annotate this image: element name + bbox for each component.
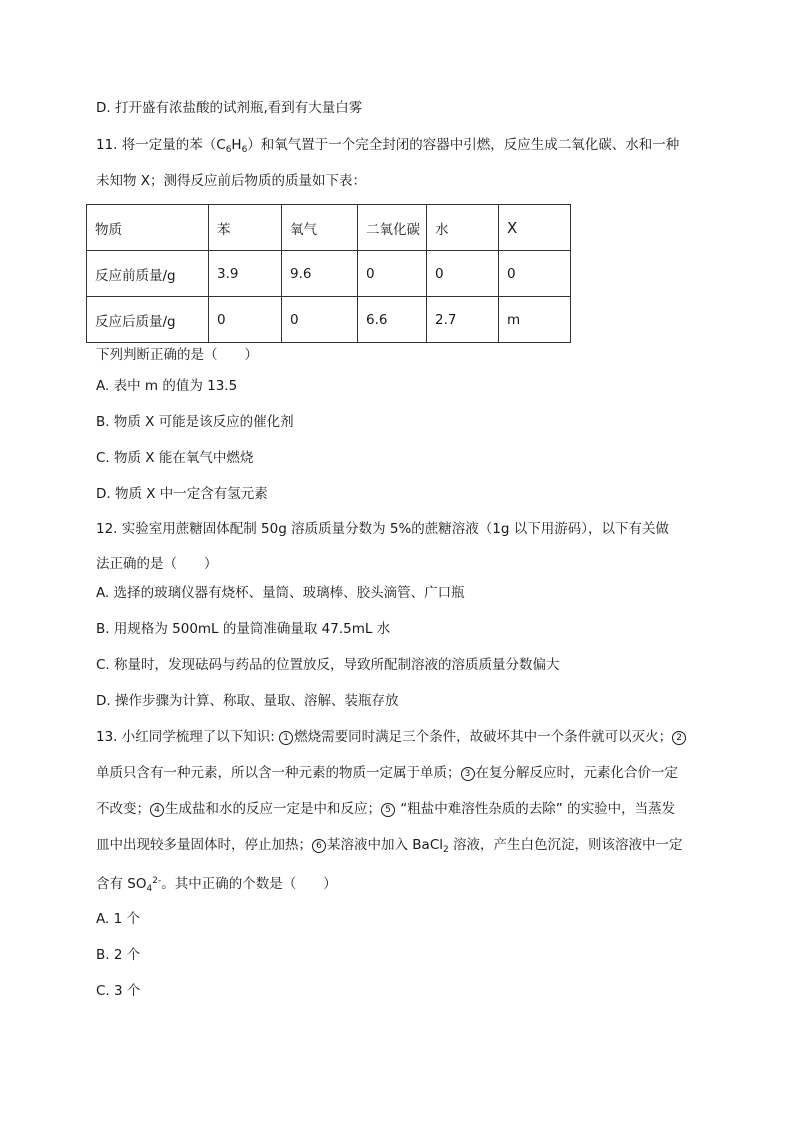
table-cell: 0 (499, 251, 571, 297)
q13-line2 (96, 764, 678, 782)
header-cell: 水 (427, 205, 499, 251)
q13-l5a: 含有 SO (96, 876, 147, 892)
mass-table (86, 204, 571, 343)
circled-number-5: 5 (381, 803, 395, 817)
q13-line4 (96, 836, 683, 859)
table-cell: 反应后质量/g (87, 297, 209, 343)
table-row (87, 251, 571, 297)
header-cell: X (499, 205, 571, 251)
q11-option-c: C. 物质 X 能在氧气中燃烧 (96, 450, 254, 466)
table-cell: 3.9 (209, 251, 282, 297)
header-cell: 物质 (87, 205, 209, 251)
q13-line3 (96, 800, 675, 818)
table-header-row (87, 205, 571, 251)
table-cell: 0 (427, 251, 499, 297)
q13-l4b: 某溶液中加入 BaCl (327, 837, 444, 853)
circled-number-3: 3 (461, 767, 475, 781)
q13-l4a: 皿中出现较多量固体时，停止加热； (96, 837, 312, 853)
q13-l3b: 生成盐和水的反应一定是中和反应； (165, 801, 381, 817)
q13-l4c: 溶液，产生白色沉淀，则该溶液中一定 (448, 837, 683, 853)
q12-stem-line2: 法正确的是（ ） (96, 556, 218, 572)
header-cell: 氧气 (282, 205, 358, 251)
q13-line5 (96, 872, 337, 898)
table-cell: 0 (282, 297, 358, 343)
q10-option-d: D. 打开盛有浓盐酸的试剂瓶,看到有大量白雾 (96, 100, 363, 116)
q11-option-a: A. 表中 m 的值为 13.5 (96, 378, 238, 394)
q11-benzene-sub-h: 6 (241, 145, 248, 155)
q13-l1a: 13. 小红同学梳理了以下知识: (96, 729, 280, 745)
q12-option-d: D. 操作步骤为计算、称取、量取、溶解、装瓶存放 (96, 693, 399, 709)
q13-l5b: 。其中正确的个数是（ ） (161, 876, 337, 892)
q13-option-b: B. 2 个 (96, 947, 141, 963)
q13-line1 (96, 728, 687, 746)
table-cell: 0 (209, 297, 282, 343)
table-row (87, 297, 571, 343)
table-cell: 反应前质量/g (87, 251, 209, 297)
so4-charge: 2- (152, 876, 162, 886)
header-cell: 苯 (209, 205, 282, 251)
table-cell: 2.7 (427, 297, 499, 343)
q12-option-a: A. 选择的玻璃仪器有烧杯、量筒、玻璃棒、胶头滴管、广口瓶 (96, 585, 465, 601)
q12-stem-line1: 12. 实验室用蔗糖固体配制 50g 溶质质量分数为 5%的蔗糖溶液（1g 以下用游码），以下有关做 (96, 521, 669, 537)
circled-number-2: 2 (672, 731, 686, 745)
q12-option-c: C. 称量时，发现砝码与药品的位置放反，导致所配制溶液的溶质质量分数偏大 (96, 657, 560, 673)
header-cell: 二氧化碳 (358, 205, 427, 251)
q13-l2b: 在复分解反应时，元素化合价一定 (475, 765, 678, 781)
q11-stem-b: H (231, 137, 242, 153)
q13-l2: 单质只含有一种元素，所以含一种元素的物质一定属于单质； (96, 765, 461, 781)
circled-number-6: 6 (312, 839, 326, 853)
circled-number-4: 4 (150, 803, 164, 817)
q12-option-b: B. 用规格为 500mL 的量筒准确量取 47.5mL 水 (96, 621, 391, 637)
q11-benzene-sub-c: 6 (225, 145, 232, 155)
q11-stem-c: ）和氧气置于一个完全封闭的容器中引燃，反应生成二氧化碳、水和一种 (247, 137, 680, 153)
q13-option-c: C. 3 个 (96, 983, 141, 999)
q11-question: 下列判断正确的是（ ） (96, 347, 258, 363)
table-cell: 9.6 (282, 251, 358, 297)
so4-subscript: 4 (146, 884, 153, 894)
table-cell: 6.6 (358, 297, 427, 343)
q11-stem-a: 11. 将一定量的苯（C (96, 137, 226, 153)
q11-option-d: D. 物质 X 中一定含有氢元素 (96, 486, 268, 502)
table-cell: 0 (358, 251, 427, 297)
table-cell: m (499, 297, 571, 343)
q13-l1b: 燃烧需要同时满足三个条件，故破坏其中一个条件就可以灭火； (294, 729, 673, 745)
circled-number-1: 1 (279, 731, 293, 745)
q11-stem-line2: 未知物 X；测得反应前后物质的质量如下表： (96, 173, 367, 189)
q13-l3a: 不改变； (96, 801, 150, 817)
bacl2-subscript: 2 (443, 845, 449, 855)
q11-option-b: B. 物质 X 可能是该反应的催化剂 (96, 414, 294, 430)
q11-stem-line1 (96, 136, 679, 159)
q13-option-a: A. 1 个 (96, 911, 140, 927)
q13-l3c: “粗盐中难溶性杂质的去除” 的实验中，当蒸发 (396, 801, 676, 817)
